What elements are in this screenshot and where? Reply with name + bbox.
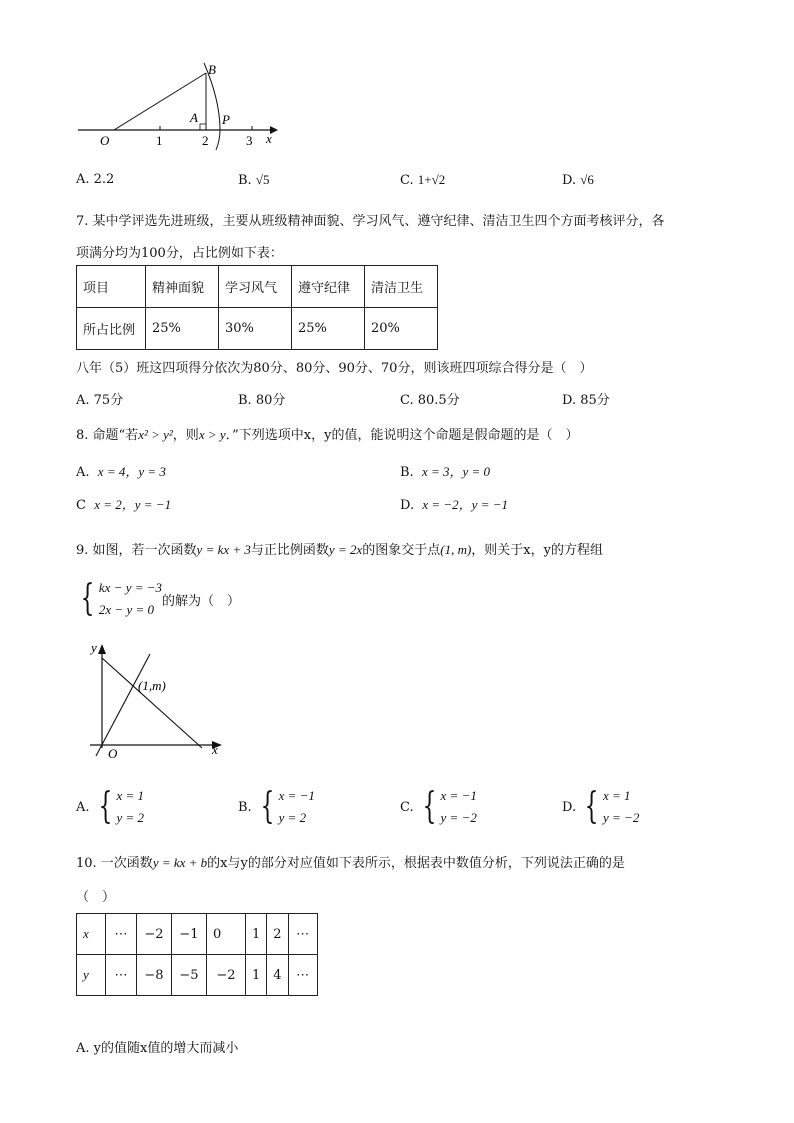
- equation-line: y = 2: [116, 810, 144, 825]
- table-cell: 精神面貌: [146, 266, 219, 308]
- option-label: B.: [238, 173, 252, 188]
- q8-condition: x² > y²: [138, 427, 173, 442]
- table-cell: 清洁卫生: [365, 266, 438, 308]
- q10-option-a: A. y的值随x值的增大而减小: [76, 1041, 239, 1056]
- option-value: √5: [255, 172, 270, 187]
- label-x: x: [266, 131, 272, 146]
- q9-function-2: y = 2x: [328, 542, 363, 557]
- q6-option-b: [238, 172, 269, 188]
- table-cell: −2: [207, 955, 246, 996]
- q7-option-b: B. 80分: [238, 393, 286, 408]
- table-cell: ⋯: [106, 955, 137, 996]
- q7-text-line2: 项满分均为100分，占比例如下表：: [76, 246, 283, 261]
- q10-text-post: 的x与y的部分对应值如下表所示，根据表中数值分析，下列说法正确的是: [207, 856, 625, 871]
- table-cell: y: [77, 955, 106, 996]
- table-cell: −2: [137, 914, 172, 955]
- q9-equation-system: [76, 577, 240, 621]
- q10-text-pre: 10. 一次函数: [76, 856, 153, 871]
- option-label: D.: [400, 498, 415, 513]
- table-cell: 项目: [77, 266, 146, 308]
- q8-text-post: ．”下列选项中x，y的值，能说明这个命题是假命题的是（ ）: [225, 428, 579, 443]
- table-cell: 学习风气: [219, 266, 292, 308]
- table-cell: −1: [172, 914, 207, 955]
- table-cell: 25%: [292, 308, 365, 350]
- q10-paren: （ ）: [76, 890, 116, 905]
- q10-table: [76, 913, 318, 996]
- equation-line: 2x − y = 0: [98, 602, 154, 617]
- table-cell: 遵守纪律: [292, 266, 365, 308]
- equation-line: y = −2: [603, 810, 640, 825]
- equation-line: y = −2: [440, 810, 477, 825]
- q6-option-d: [562, 172, 594, 188]
- q6-option-c: [400, 172, 445, 188]
- q8-question: [76, 424, 578, 443]
- q8-option-d: [400, 494, 508, 513]
- q8-text-mid: ，则: [172, 428, 199, 443]
- q8-option-a: [76, 461, 166, 480]
- q9-function-1: y = kx + 3: [196, 542, 251, 557]
- table-cell: 1: [246, 955, 267, 996]
- label-3: 3: [246, 133, 253, 148]
- q9-graph-figure: [86, 638, 236, 768]
- table-cell: 4: [267, 955, 288, 996]
- point-label: (1,m): [138, 678, 166, 693]
- label-1: 1: [156, 133, 163, 148]
- q9-point: (1, m): [440, 542, 472, 557]
- equation-line: x = 1: [116, 788, 144, 803]
- table-cell: ⋯: [106, 914, 137, 955]
- brace-icon: {: [80, 578, 95, 619]
- brace-icon: {: [584, 786, 599, 827]
- option-label: C: [76, 498, 86, 513]
- q9-option-b: [238, 785, 315, 829]
- option-label: A.: [76, 799, 90, 815]
- option-value: x = −2，y = −1: [422, 497, 508, 512]
- q8-text-pre: 8. 命题“若: [76, 428, 139, 443]
- q7-option-a: A. 75分: [76, 393, 124, 408]
- label-2: 2: [202, 133, 209, 148]
- q9-sys-after: 的解为（ ）: [162, 593, 241, 609]
- label-B: B: [208, 62, 216, 77]
- q7-option-c: C. 80.5分: [400, 393, 460, 408]
- q7-table: [76, 265, 438, 350]
- brace-icon: {: [260, 786, 275, 827]
- table-cell: 0: [207, 914, 246, 955]
- table-cell: 25%: [146, 308, 219, 350]
- q7-text-line1: 7. 某中学评选先进班级，主要从班级精神面貌、学习风气、遵守纪律、清洁卫生四个方面考核评分，各: [76, 214, 665, 229]
- option-label: D.: [562, 799, 577, 815]
- option-value: x = 2，y = −1: [94, 497, 172, 512]
- table-row: [77, 955, 318, 996]
- table-row: [77, 914, 318, 955]
- table-cell: −5: [172, 955, 207, 996]
- option-label: B.: [238, 799, 252, 815]
- q9-text-mid: 与正比例函数: [250, 543, 329, 558]
- table-row: [77, 266, 438, 308]
- option-label: D.: [562, 173, 577, 188]
- q9-text-mid2: 的图象交于点: [362, 543, 441, 558]
- option-value: x = 3，y = 0: [421, 464, 491, 479]
- option-value: √6: [580, 172, 594, 187]
- origin-label: O: [108, 746, 118, 761]
- q8-conclusion: x > y: [198, 427, 226, 442]
- table-cell: ⋯: [288, 914, 317, 955]
- table-cell: 20%: [365, 308, 438, 350]
- table-cell: 1: [246, 914, 267, 955]
- q9-option-c: [400, 785, 477, 829]
- q9-text-post: ，则关于x，y的方程组: [471, 543, 603, 558]
- q9-question: [76, 539, 603, 558]
- q9-option-d: [562, 785, 639, 829]
- equation-line: kx − y = −3: [98, 580, 163, 595]
- q8-option-c: [76, 494, 171, 513]
- equation-line: y = 2: [278, 810, 307, 825]
- axis-label-y: y: [91, 640, 97, 655]
- q9-option-a: [76, 785, 144, 829]
- table-row: [77, 308, 438, 350]
- q7-text-line3: 八年（5）班这四项得分依次为80分、80分、90分、70分，则该班四项综合得分是（ ）: [76, 361, 593, 376]
- option-label: C.: [400, 173, 414, 188]
- table-cell: 2: [267, 914, 288, 955]
- equation-line: x = 1: [603, 788, 631, 803]
- q6-option-a: A. 2.2: [76, 172, 115, 187]
- option-label: C.: [400, 799, 414, 815]
- brace-icon: {: [98, 786, 112, 827]
- q9-text-pre: 9. 如图，若一次函数: [76, 543, 197, 558]
- table-cell: x: [77, 914, 106, 955]
- axis-label-x: x: [212, 742, 218, 757]
- option-value: 1+√2: [417, 172, 446, 187]
- brace-icon: {: [422, 786, 436, 827]
- label-P: P: [222, 112, 230, 127]
- option-label: A.: [76, 465, 90, 480]
- table-cell: ⋯: [288, 955, 317, 996]
- q8-option-b: [400, 461, 490, 480]
- label-O: O: [100, 133, 110, 148]
- label-A: A: [190, 110, 198, 125]
- equation-line: x = −1: [440, 788, 477, 803]
- table-cell: 30%: [219, 308, 292, 350]
- q7-option-d: D. 85分: [562, 393, 610, 408]
- table-cell: −8: [137, 955, 172, 996]
- number-line-figure: [70, 55, 290, 155]
- option-label: B.: [400, 465, 414, 480]
- option-value: x = 4，y = 3: [97, 464, 166, 479]
- table-cell: 所占比例: [77, 308, 146, 350]
- q10-function: y = kx + b: [152, 855, 208, 870]
- equation-line: x = −1: [278, 788, 315, 803]
- q10-question: [76, 852, 625, 871]
